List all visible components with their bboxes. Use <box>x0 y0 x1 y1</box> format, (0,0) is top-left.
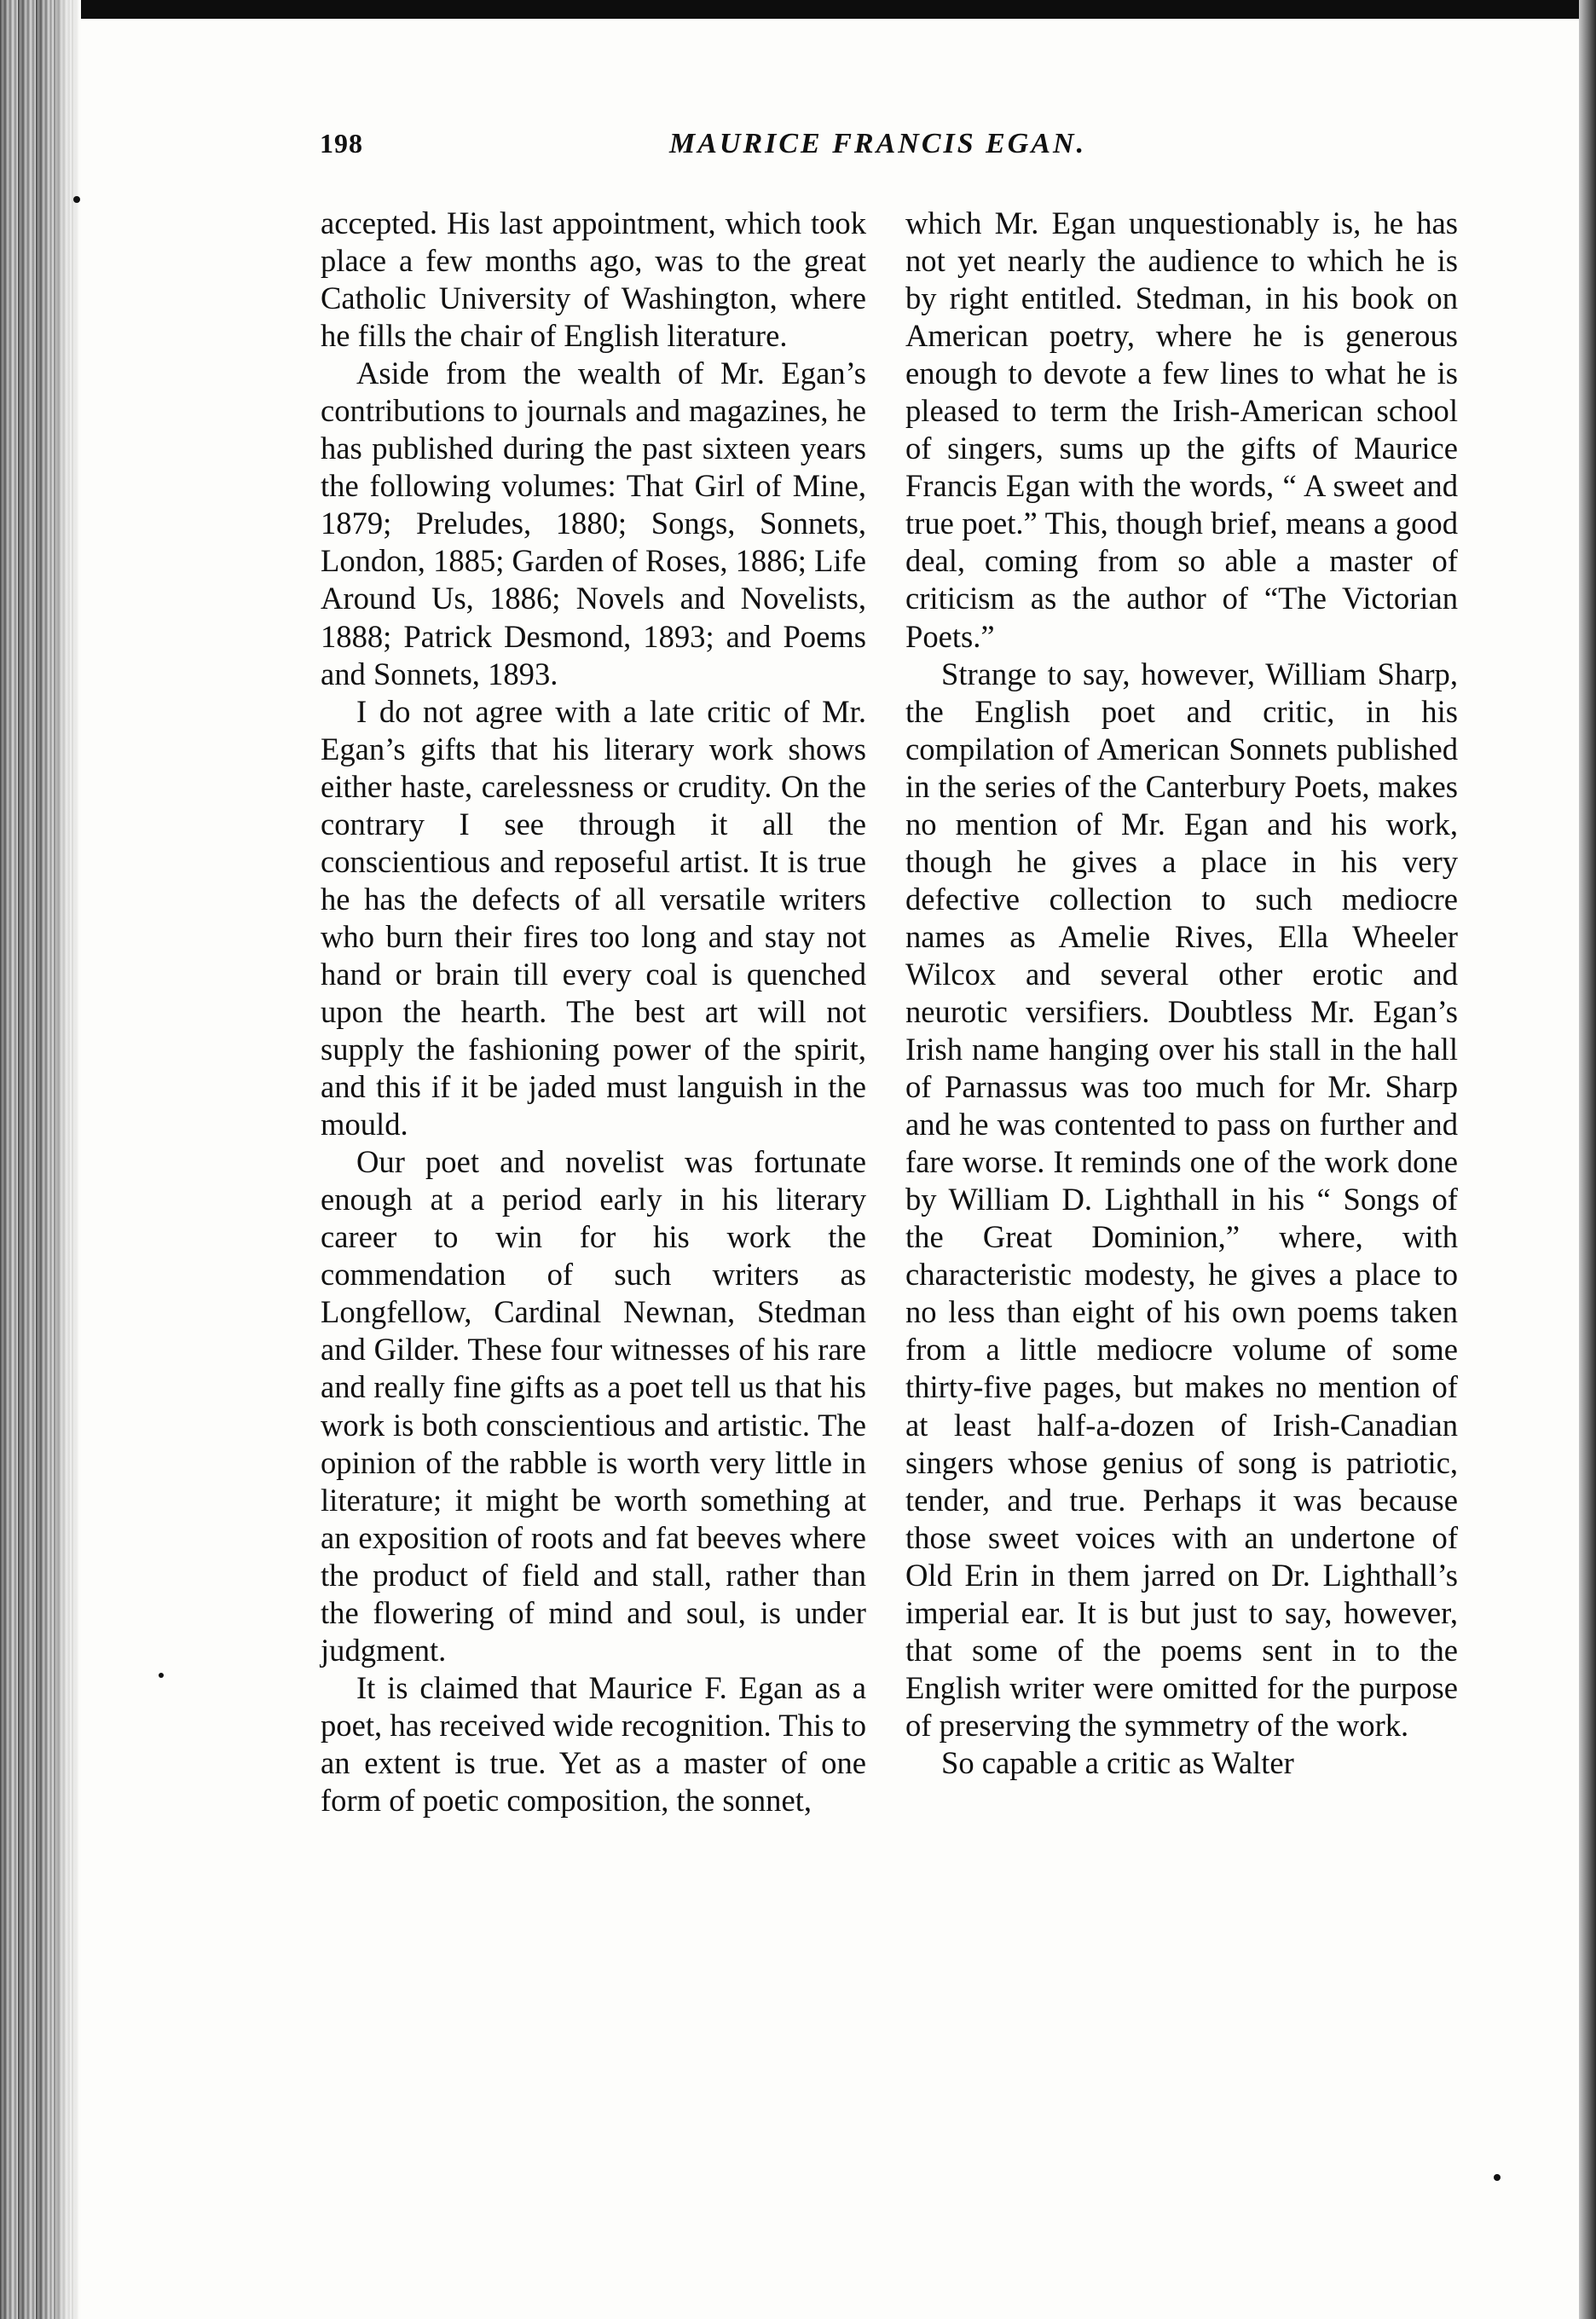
page-header <box>320 128 1462 171</box>
paragraph: which Mr. Egan unquestionably is, he has not yet nearly the audience to which he is by right entitled. Stedman, in his book on American poetry, where he is generous enough to devote a few lines to what he is pleased to term the Irish-American school of singers, sums up the gifts of Maurice Francis Egan with the words, “ A sweet and true poet.” This, though brief, means a good deal, coming from so able a master of criticism as the author of “The Victorian Poets.” <box>905 205 1458 654</box>
scan-speck <box>1494 2174 1501 2181</box>
scan-top-border <box>0 0 1596 19</box>
book-page-edges <box>0 0 81 2319</box>
scan-speck <box>73 196 80 203</box>
paragraph: It is claimed that Maurice F. Egan as a poet, has received wide recognition. This to an extent is true. Yet as a master of one form of poetic composition, the sonnet, <box>321 1669 866 1818</box>
left-column <box>321 205 866 1819</box>
running-title: MAURICE FRANCIS EGAN. <box>669 128 1087 159</box>
right-column <box>905 205 1458 1782</box>
paragraph: I do not agree with a late critic of Mr. Egan’s gifts that his literary work shows either haste, carelessness or crudity. On the contrary I see through it all the conscientious and reposeful artist. It is true he has the defects of all versatile writers who burn their fires too long and stay not hand or brain till every coal is quenched upon the hearth. The best art will not supply the fashioning power of the spirit, and this if it be jaded must languish in the mould. <box>321 693 866 1142</box>
paragraph: Strange to say, however, William Sharp, the English poet and critic, in his compilation of American Sonnets published in the series of the Canterbury Poets, makes no mention of Mr. Egan and his work, though he gives a place in his very defective collection to such mediocre names as Amelie Rives, Ella Wheeler Wilcox and several other erotic and neurotic versifiers. Doubtless Mr. Egan’s Irish name hanging over his stall in the hall of Parnassus was too much for Mr. Sharp and he was contented to pass on further and fare worse. It reminds one of the work done by William D. Lighthall in his “ Songs of the Great Dominion,” where, with characteristic modesty, he gives a place to no less than eight of his own poems taken from a little mediocre volume of some thirty-five pages, but makes no mention of at least half-a-dozen of Irish-Canadian singers whose genius of song is patriotic, tender, and true. Perhaps it was because those sweet voices with an undertone of Old Erin in them jarred on Dr. Lighthall’s imperial ear. It is but just to say, however, that some of the poems sent in to the English writer were omitted for the purpose of preserving the symmetry of the work. <box>905 656 1458 1743</box>
paragraph: Aside from the wealth of Mr. Egan’s contributions to journals and magazines, he has published during the past sixteen years the following volumes: That Girl of Mine, 1879; Preludes, 1880; Songs, Sonnets, London, 1885; Garden of Roses, 1886; Life Around Us, 1886; Novels and Novelists, 1888; Patrick Desmond, 1893; and Poems and Sonnets, 1893. <box>321 356 867 691</box>
page-number: 198 <box>320 128 363 159</box>
scan-right-border <box>1579 0 1596 2319</box>
scan-speck <box>159 1673 164 1678</box>
paragraph: So capable a critic as Walter <box>941 1744 1294 1780</box>
paragraph: Our poet and novelist was fortunate enough at a period early in his literary career to win for his work the commendation of such writers as Longfellow, Cardinal Newnan, Stedman and Gilder. These four witnesses of his rare and really fine gifts as a poet tell us that his work is both conscientious and artistic. The opinion of the rabble is worth very little in literature; it might be worth something at an exposition of roots and fat beeves where the product of field and stall, rather than the flowering of mind and soul, is under judgment. <box>321 1144 866 1668</box>
paragraph: accepted. His last appointment, which took place a few months ago, was to the great Catholic University of Washington, where he fills the chair of English literature. <box>321 205 866 354</box>
